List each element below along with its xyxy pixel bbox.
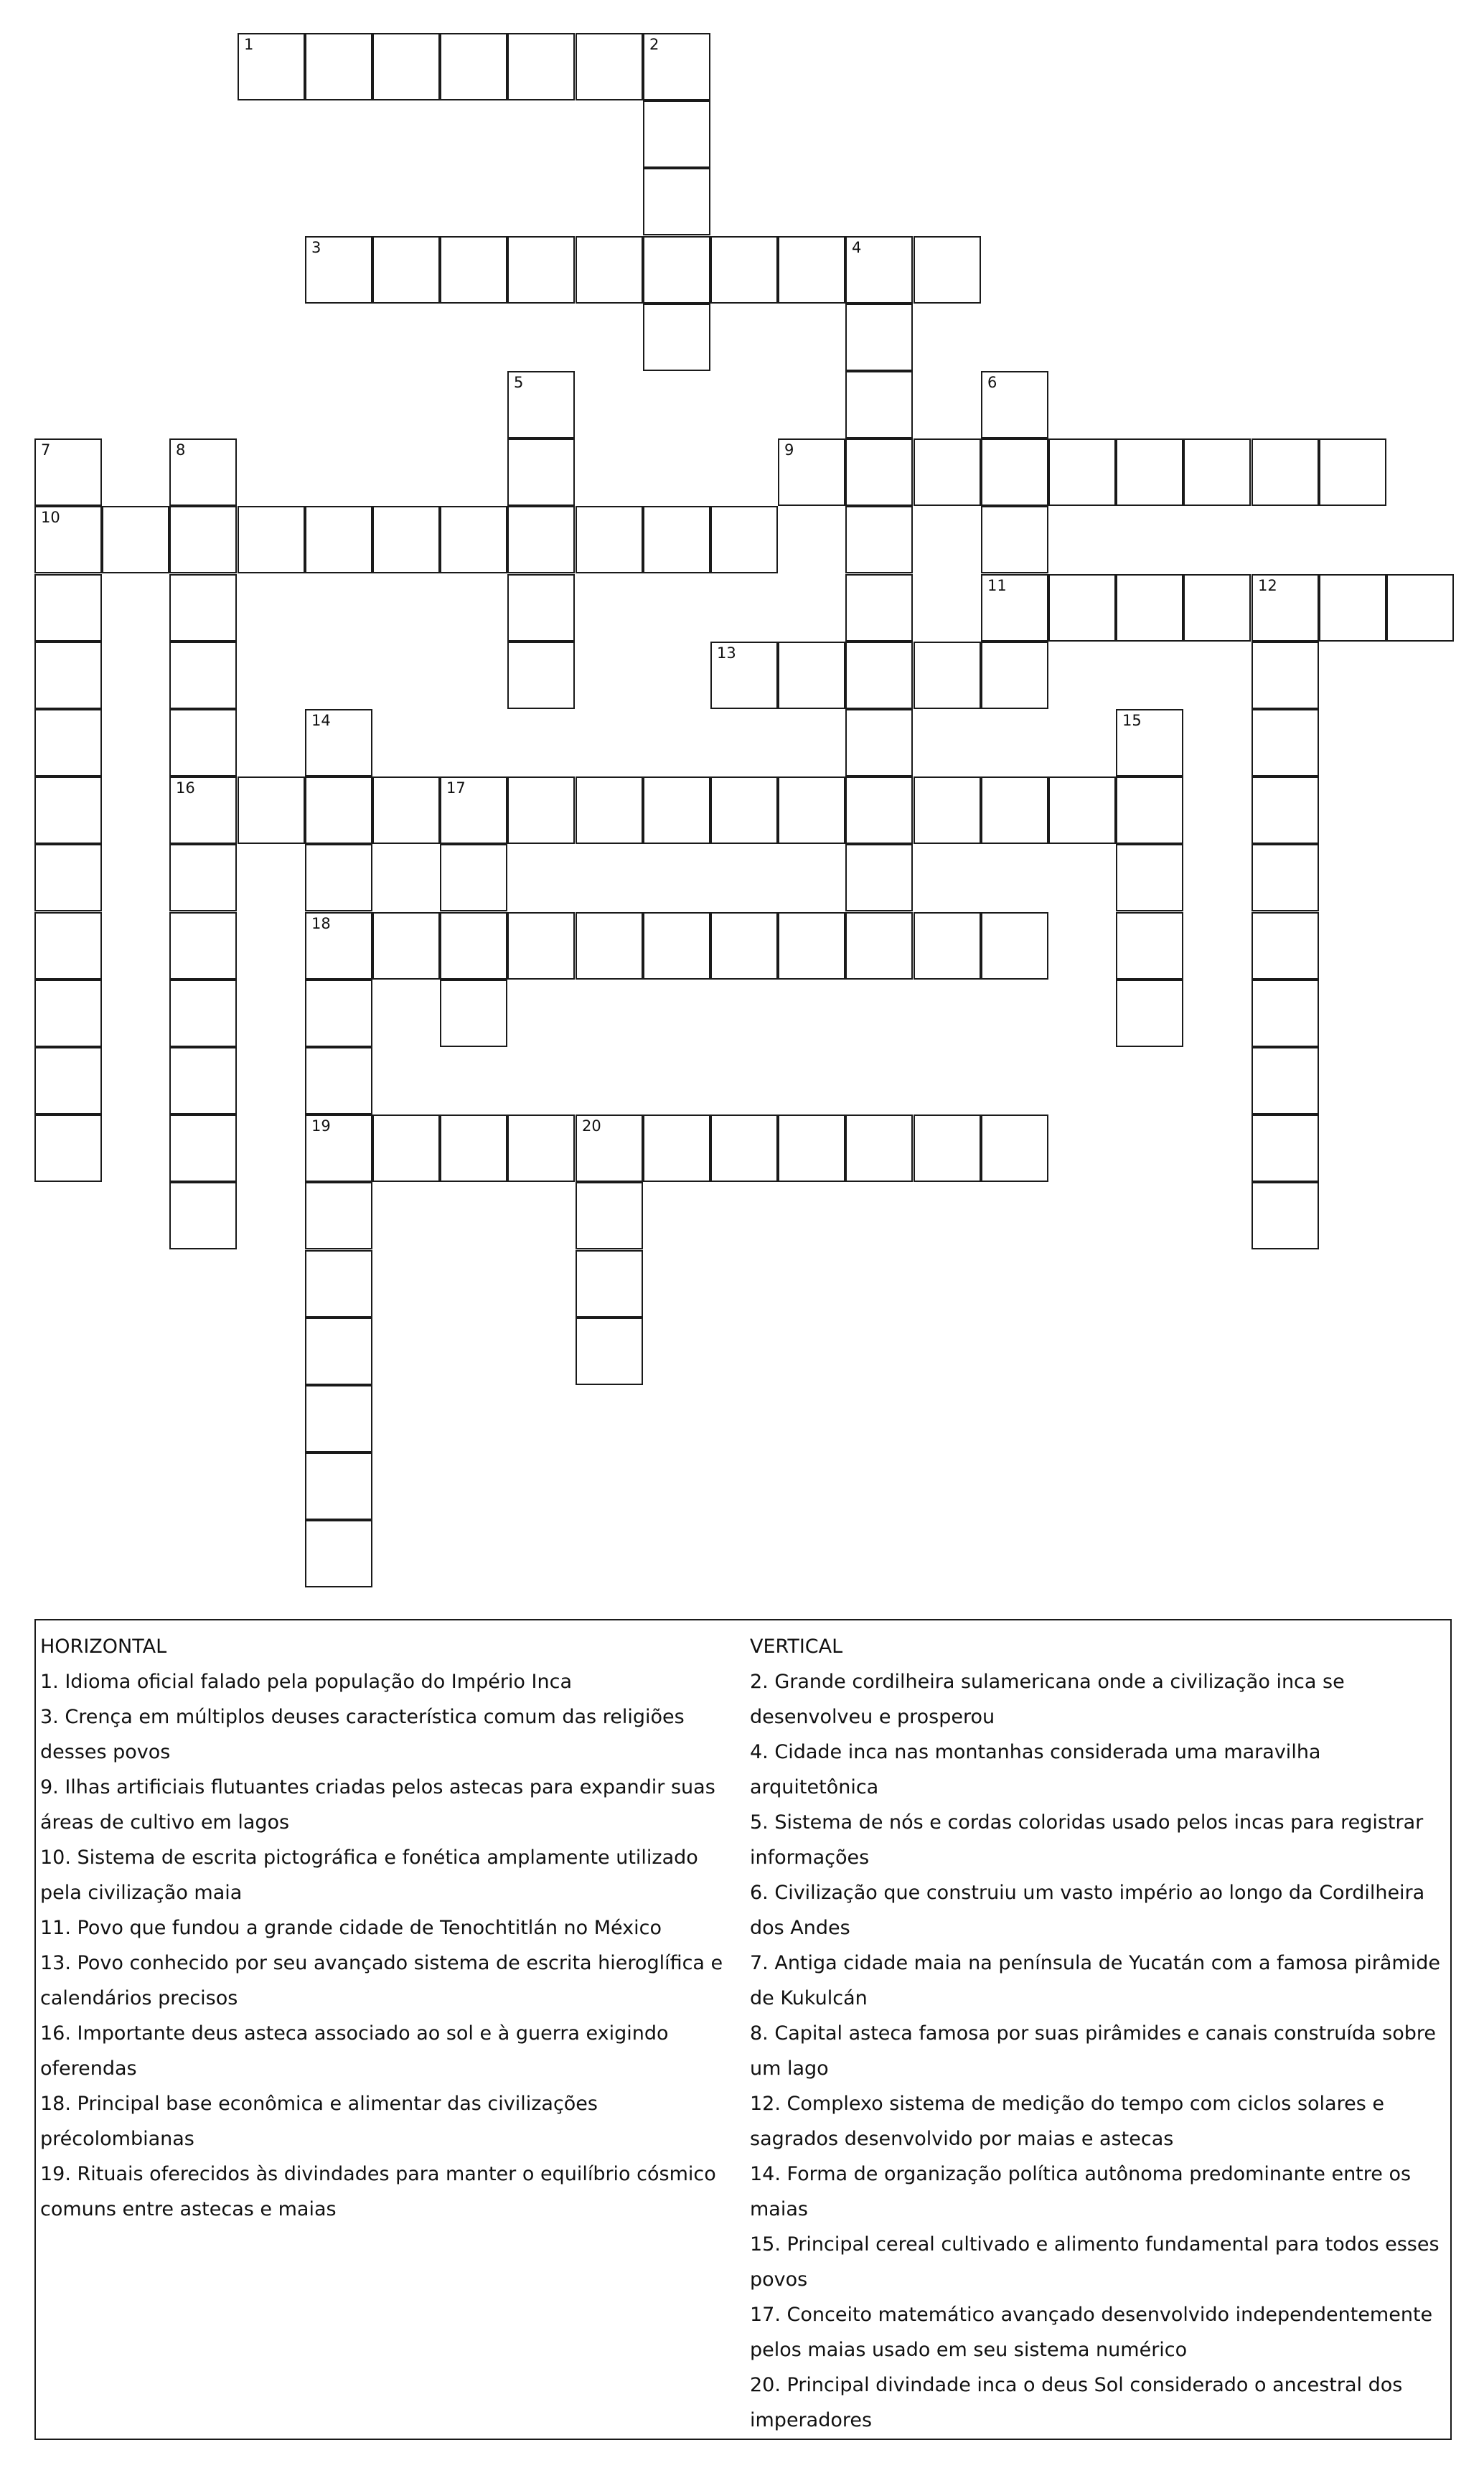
crossword-cell[interactable] [34,1115,102,1182]
crossword-cell[interactable] [305,1250,372,1318]
crossword-cell[interactable] [1116,438,1183,506]
crossword-cell[interactable] [440,33,507,100]
down-clues-column [750,1629,1450,2438]
crossword-cell[interactable] [440,844,507,911]
crossword-cell[interactable] [372,1115,440,1182]
crossword-cell[interactable] [643,912,710,980]
crossword-cell[interactable] [34,776,102,844]
crossword-cell[interactable] [1386,574,1454,642]
crossword-cell[interactable] [305,1520,372,1587]
crossword-cell[interactable] [845,709,913,776]
crossword-cell[interactable] [778,776,845,844]
crossword-cell[interactable] [1251,1115,1319,1182]
crossword-cell[interactable] [845,304,913,371]
crossword-cell[interactable] [710,506,778,573]
across-clue: 10. Sistema de escrita pictográfica e fonética amplamente utilizado pela civilização maia [40,1846,698,1904]
clue-number: 19 [311,1117,331,1135]
crossword-cell[interactable] [169,1047,237,1115]
crossword-cell[interactable] [1116,776,1183,844]
crossword-cell[interactable] [576,912,643,980]
clue-number: 1 [244,36,254,53]
crossword-cell[interactable] [914,1115,981,1182]
crossword-cell[interactable] [507,1115,575,1182]
crossword-cell[interactable] [440,980,507,1047]
crossword-cell[interactable] [169,776,237,844]
down-clue: 2. Grande cordilheira sulamericana onde a civilização inca se desenvolveu e prosperou [750,1671,1345,1728]
crossword-cell[interactable] [507,776,575,844]
crossword-cell[interactable] [778,438,845,506]
crossword-cell[interactable] [34,912,102,980]
crossword-cell[interactable] [981,371,1048,438]
down-clue: 4. Cidade inca nas montanhas considerada uma maravilha arquitetônica [750,1741,1321,1798]
crossword-cell[interactable] [1116,912,1183,980]
crossword-cell[interactable] [778,236,845,304]
clue-number: 20 [582,1117,601,1135]
crossword-cell[interactable] [305,1453,372,1520]
crossword-cell[interactable] [576,236,643,304]
crossword-cell[interactable] [305,1318,372,1385]
down-heading: VERTICAL [750,1636,843,1658]
crossword-cell[interactable] [507,642,575,709]
clue-number: 11 [987,577,1007,594]
down-clue: 5. Sistema de nós e cordas coloridas usado pelos incas para registrar informações [750,1811,1424,1869]
clue-number: 14 [311,712,331,729]
crossword-cell[interactable] [778,1115,845,1182]
clue-number: 5 [514,374,524,391]
clue-number: 7 [41,441,51,459]
crossword-cell[interactable] [507,574,575,642]
crossword-cell[interactable] [576,1115,643,1182]
crossword-cell[interactable] [507,33,575,100]
crossword-cell[interactable] [981,1115,1048,1182]
across-clue: 19. Rituais oferecidos às divindades para manter o equilíbrio cósmico comuns entre astecas e maias [40,2163,716,2220]
clue-number: 2 [649,36,659,53]
crossword-cell[interactable] [643,100,710,168]
crossword-cell[interactable] [845,912,913,980]
crossword-cell[interactable] [1251,709,1319,776]
crossword-cell[interactable] [1048,438,1116,506]
crossword-cell[interactable] [1319,438,1386,506]
crossword-cell[interactable] [643,168,710,235]
crossword-cell[interactable] [305,844,372,911]
crossword-cell[interactable] [845,1115,913,1182]
crossword-cell[interactable] [1048,574,1116,642]
across-clue: 13. Povo conhecido por seu avançado sistema de escrita hieroglífica e calendários precisos [40,1952,723,2009]
crossword-cell[interactable] [169,574,237,642]
crossword-cell[interactable] [169,980,237,1047]
crossword-cell[interactable] [845,371,913,438]
across-clue: 9. Ilhas artificiais flutuantes criadas pelos astecas para expandir suas áreas de cultivo em lagos [40,1776,715,1834]
crossword-cell[interactable] [305,1182,372,1249]
crossword-cell[interactable] [845,438,913,506]
crossword-cell[interactable] [643,776,710,844]
down-clue: 8. Capital asteca famosa por suas pirâmides e canais construída sobre um lago [750,2022,1436,2080]
clue-number: 13 [717,644,736,662]
crossword-cell[interactable] [169,709,237,776]
crossword-cell[interactable] [845,844,913,911]
crossword-cell[interactable] [1183,438,1251,506]
crossword-cell[interactable] [1116,574,1183,642]
clue-number: 12 [1258,577,1277,594]
crossword-cell[interactable] [576,33,643,100]
crossword-cell[interactable] [305,33,372,100]
crossword-cell[interactable] [710,776,778,844]
crossword-cell[interactable] [169,642,237,709]
across-clue: 18. Principal base econômica e alimentar das civilizações précolombianas [40,2093,598,2150]
crossword-cell[interactable] [981,642,1048,709]
crossword-cell[interactable] [305,1047,372,1115]
crossword-cell[interactable] [1251,438,1319,506]
crossword-cell[interactable] [710,912,778,980]
clue-number: 6 [987,374,997,391]
crossword-cell[interactable] [169,1115,237,1182]
clue-number: 18 [311,915,331,932]
crossword-cell[interactable] [305,709,372,776]
crossword-cell[interactable] [576,1250,643,1318]
crossword-cell[interactable] [981,574,1048,642]
crossword-cell[interactable] [34,642,102,709]
clue-number: 15 [1122,712,1142,729]
crossword-cell[interactable] [778,912,845,980]
clue-number: 16 [176,779,195,797]
crossword-cell[interactable] [1319,574,1386,642]
crossword-cell[interactable] [440,776,507,844]
crossword-cell[interactable] [34,980,102,1047]
crossword-cell[interactable] [981,776,1048,844]
crossword-cell[interactable] [507,912,575,980]
crossword-cell[interactable] [169,506,237,573]
down-clue: 17. Conceito matemático avançado desenvolvido independentemente pelos maias usado em seu sistema numérico [750,2304,1433,2361]
crossword-cell[interactable] [643,236,710,304]
crossword-cell[interactable] [34,506,102,573]
crossword-cell[interactable] [914,438,981,506]
crossword-cell[interactable] [710,236,778,304]
crossword-cell[interactable] [981,438,1048,506]
across-clue: 3. Crença em múltiplos deuses característica comum das religiões desses povos [40,1706,685,1763]
crossword-cell[interactable] [169,438,237,506]
crossword-cell[interactable] [778,642,845,709]
crossword-cell[interactable] [1251,844,1319,911]
crossword-cell[interactable] [372,776,440,844]
crossword-cell[interactable] [1251,1182,1319,1249]
down-clue: 14. Forma de organização política autônoma predominante entre os maias [750,2163,1412,2220]
crossword-cell[interactable] [576,776,643,844]
crossword-cell[interactable] [238,776,305,844]
crossword-cell[interactable] [1251,642,1319,709]
crossword-cell[interactable] [1048,776,1116,844]
crossword-cell[interactable] [507,236,575,304]
down-clue: 6. Civilização que construiu um vasto império ao longo da Cordilheira dos Andes [750,1882,1425,1939]
crossword-cell[interactable] [914,912,981,980]
crossword-cell[interactable] [710,1115,778,1182]
crossword-cell[interactable] [576,1182,643,1249]
crossword-cell[interactable] [1251,776,1319,844]
crossword-cell[interactable] [507,371,575,438]
crossword-cell[interactable] [305,1115,372,1182]
down-clue: 12. Complexo sistema de medição do tempo com ciclos solares e sagrados desenvolvido por maias e astecas [750,2093,1384,2150]
down-clue: 7. Antiga cidade maia na península de Yucatán com a famosa pirâmide de Kukulcán [750,1952,1440,2009]
crossword-cell[interactable] [914,236,981,304]
crossword-cell[interactable] [1116,980,1183,1047]
across-clue: 16. Importante deus asteca associado ao sol e à guerra exigindo oferendas [40,2022,669,2080]
crossword-cell[interactable] [845,776,913,844]
clues-box [34,1619,1452,2440]
across-clue: 11. Povo que fundou a grande cidade de Tenochtitlán no México [40,1917,662,1939]
crossword-cell[interactable] [34,709,102,776]
crossword-cell[interactable] [372,912,440,980]
crossword-cell[interactable] [34,438,102,506]
clue-number: 3 [311,239,321,256]
crossword-cell[interactable] [507,506,575,573]
crossword-cell[interactable] [440,236,507,304]
crossword-cell[interactable] [305,236,372,304]
crossword-cell[interactable] [643,33,710,100]
crossword-cell[interactable] [372,236,440,304]
crossword-cell[interactable] [507,438,575,506]
crossword-cell[interactable] [845,506,913,573]
clue-number: 4 [852,239,862,256]
crossword-cell[interactable] [845,642,913,709]
across-clues-column [40,1629,743,2227]
crossword-cell[interactable] [981,912,1048,980]
crossword-cell[interactable] [440,506,507,573]
crossword-cell[interactable] [305,912,372,980]
crossword-cell[interactable] [710,642,778,709]
crossword-cell[interactable] [372,33,440,100]
crossword-cell[interactable] [305,980,372,1047]
crossword-cell[interactable] [169,844,237,911]
crossword-cell[interactable] [1251,574,1319,642]
crossword-cell[interactable] [1116,844,1183,911]
crossword-cell[interactable] [981,506,1048,573]
crossword-cell[interactable] [102,506,169,573]
crossword-cell[interactable] [643,1115,710,1182]
across-heading: HORIZONTAL [40,1636,167,1658]
crossword-cell[interactable] [845,236,913,304]
crossword-cell[interactable] [34,574,102,642]
crossword-cell[interactable] [169,912,237,980]
clue-number: 17 [446,779,466,797]
crossword-cell[interactable] [238,506,305,573]
crossword-cell[interactable] [1251,1047,1319,1115]
crossword-cell[interactable] [914,642,981,709]
crossword-cell[interactable] [305,506,372,573]
crossword-cell[interactable] [576,506,643,573]
crossword-cell[interactable] [845,574,913,642]
crossword-cell[interactable] [440,912,507,980]
crossword-cell[interactable] [34,1047,102,1115]
crossword-cell[interactable] [1251,980,1319,1047]
crossword-cell[interactable] [576,1318,643,1385]
clue-number: 8 [176,441,186,459]
crossword-cell[interactable] [914,776,981,844]
crossword-cell[interactable] [643,304,710,371]
crossword-cell[interactable] [643,506,710,573]
clue-number: 9 [784,441,794,459]
crossword-cell[interactable] [34,844,102,911]
crossword-cell[interactable] [1116,709,1183,776]
crossword-cell[interactable] [440,1115,507,1182]
across-clue: 1. Idioma oficial falado pela população do Império Inca [40,1671,572,1693]
down-clue: 20. Principal divindade inca o deus Sol considerado o ancestral dos imperadores [750,2374,1403,2431]
down-clue: 15. Principal cereal cultivado e alimento fundamental para todos esses povos [750,2233,1440,2291]
crossword-cell[interactable] [1251,912,1319,980]
crossword-cell[interactable] [1183,574,1251,642]
crossword-cell[interactable] [169,1182,237,1249]
crossword-cell[interactable] [305,1385,372,1453]
crossword-cell[interactable] [372,506,440,573]
crossword-cell[interactable] [238,33,305,100]
clue-number: 10 [41,509,60,526]
crossword-cell[interactable] [305,776,372,844]
